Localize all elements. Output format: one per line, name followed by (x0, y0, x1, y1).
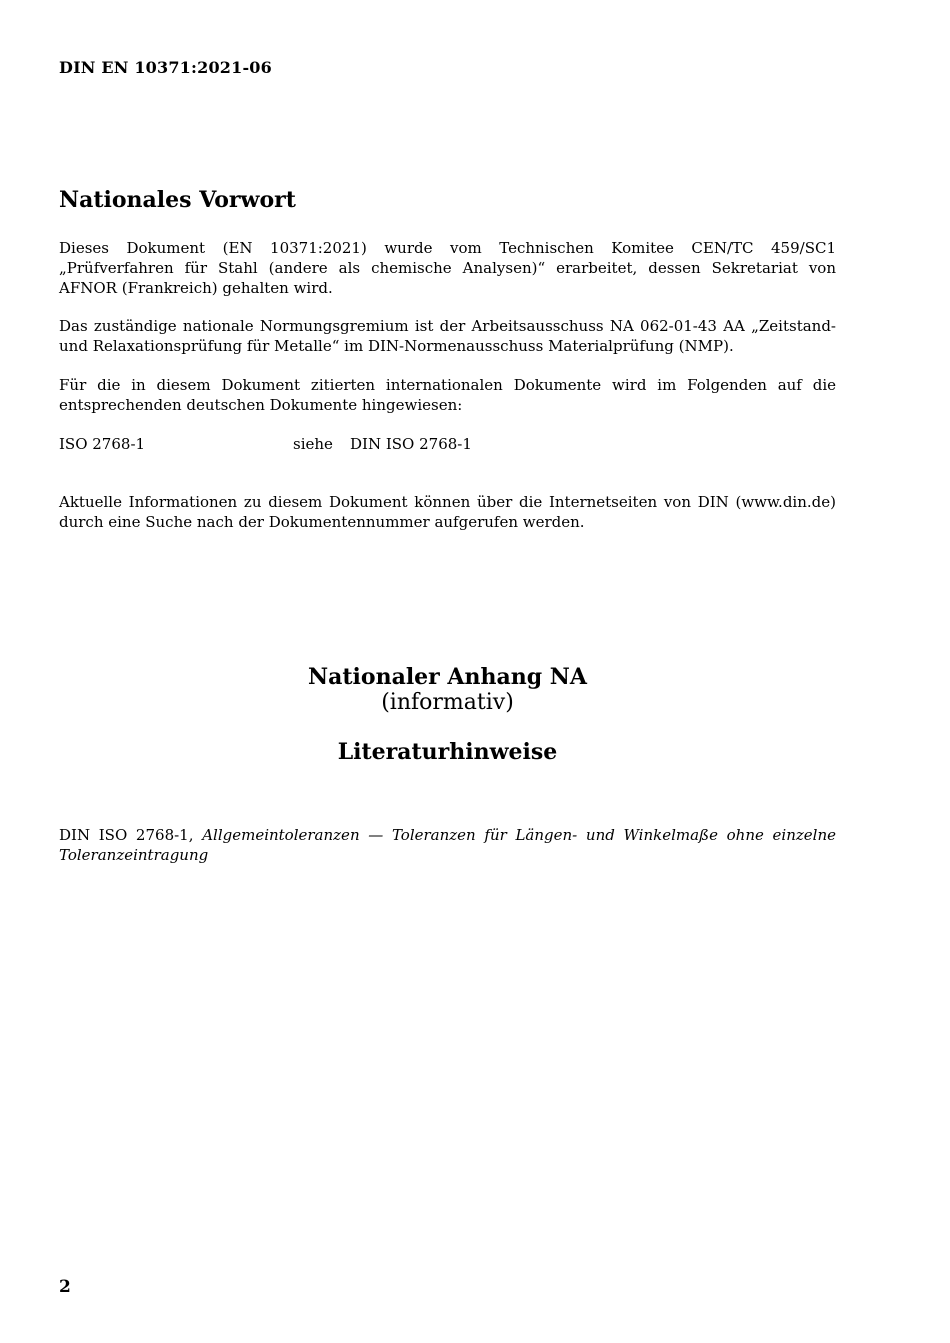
foreword-paragraph-1: Dieses Dokument (EN 10371:2021) wurde vom Technischen Komitee CEN/TC 459/SC1 „Prüfverfahren für Stahl (andere als chemische Analysen)“ erarbeitet, dessen Sekretariat von AFNOR (Frankreich) gehalten wird. (59, 239, 836, 297)
foreword-title: Nationales Vorwort (59, 187, 296, 213)
document-code: DIN EN 10371:2021-06 (59, 58, 272, 77)
reference-see: siehe (293, 435, 333, 453)
foreword-paragraph-2: Das zuständige nationale Normungsgremium ist der Arbeitsausschuss NA 062-01-43 AA „Zeitstand- und Relaxationsprüfung für Metalle“ im DIN-Normenausschuss Materialprüfung (NMP). (59, 317, 836, 355)
reference-row (59, 434, 836, 454)
foreword-paragraph-3: Für die in diesem Dokument zitierten internationalen Dokumente wird im Folgenden auf die entsprechenden deutschen Dokumente hingewiesen: (59, 376, 836, 414)
bibliography-ref: DIN ISO 2768-1, (59, 826, 194, 844)
annex-subtitle: (informativ) (381, 690, 514, 715)
bibliography-entry (59, 825, 836, 865)
info-paragraph: Aktuelle Informationen zu diesem Dokument können über die Internetseiten von DIN (www.din.de) durch eine Suche nach der Dokumentennummer aufgerufen werden. (59, 493, 836, 531)
reference-german: DIN ISO 2768-1 (350, 435, 472, 453)
bibliography-heading: Literaturhinweise (337, 739, 558, 765)
page-number: 2 (59, 1277, 71, 1297)
reference-international: ISO 2768-1 (59, 435, 146, 453)
bibliography-title: Allgemeintoleranzen — Toleranzen für Längen- und Winkelmaße ohne einzelne Toleranzeintragung (59, 826, 836, 864)
annex-title: Nationaler Anhang NA (308, 664, 587, 690)
